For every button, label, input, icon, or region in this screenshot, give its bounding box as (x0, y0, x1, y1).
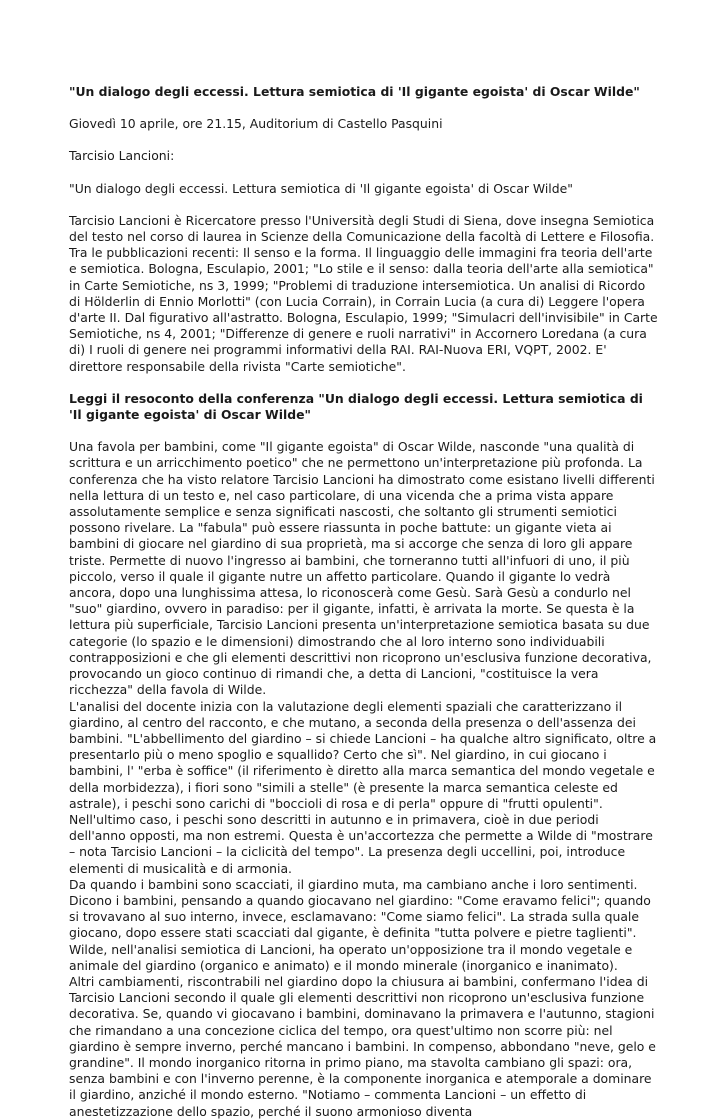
report-paragraph-4: Altri cambiamenti, riscontrabili nel giardino dopo la chiusura ai bambini, confermano l'idea di Tarcisio Lancioni secondo il quale gli elementi descrittivi non ricoprono un'esclusiva funzione decorativa. Se, quando vi giocavano i bambini, dominavano la primavera e l'autunno, stagioni che rimandano a una concezione ciclica del tempo, ora quest'ultimo non scorre più: nel giardino è sempre inverno, perché mancano i bambini. In compenso, abbondano "neve, gelo e grandine". Il mondo inorganico ritorna in primo piano, ma stavolta cambiano gli spazi: ora, senza bambini e con l'inverno perenne, è la componente inorganica e atemporale a dominare il giardino, anziché il mondo esterno. "Notiamo – commenta Lancioni – un effetto di anestetizzazione dello spazio, perché il suono armonioso diventa (69, 973, 656, 1119)
report-paragraph-3: Da quando i bambini sono scacciati, il giardino muta, ma cambiano anche i loro sentimenti. Dicono i bambini, pensando a quando giocavano nel giardino: "Come eravamo felici"; quando si trovavano al suo interno, invece, esclamavano: "Come siamo felici". La strada sulla quale giocano, dopo essere stati scacciati dal gigante, è definita "tutta polvere e pietre taglienti". Wilde, nell'analisi semiotica di Lancioni, ha operato un'opposizione tra il mondo vegetale e animale del giardino (organico e animato) e il mondo minerale (inorganico e inanimato). (69, 876, 651, 973)
speaker-line: Tarcisio Lancioni: (69, 148, 175, 164)
report-paragraph-1: Una favola per bambini, come "Il gigante egoista" di Oscar Wilde, nasconde "una qualità di scrittura e un arricchimento poetico" che ne permettono un'interpretazione più profonda. La conferenza che ha visto relatore Tarcisio Lancioni ha dimostrato come esistano livelli differenti nella lettura di un testo e, nel caso particolare, di una vicenda che a prima vista appare assolutamente semplice e senza significati nascosti, che soltanto gli strumenti semiotici possono rivelare. La "fabula" può essere riassunta in poche battute: un gigante vieta ai bambini di giocare nel giardino di sua proprietà, ma si accorge che senza di loro gli appare triste. Permette di nuovo l'ingresso ai bambini, che torneranno tutti all'infuori di uno, il più piccolo, verso il quale il gigante nutre un affetto particolare. Quando il gigante lo vedrà ancora, dopo una lunghissima attesa, lo riconoscerà come Gesù. Sarà Gesù a condurlo nel "suo" giardino, ovvero in paradiso: per il gigante, infatti, è arrivata la morte. Se questa è la lettura più superficiale, Tarcisio Lancioni presenta un'interpretazione semiotica basata su due categorie (lo spazio e le dimensioni) dimostrando che al loro interno sono individuabili contrapposizioni e che gli elementi descrittivi non ricoprono un'esclusiva funzione decorativa, provocando un gioco continuo di rimandi che, a detta di Lancioni, "costituisce la vera ricchezza" della favola di Wilde. (69, 439, 655, 698)
report-heading: Leggi il resoconto della conferenza "Un dialogo degli eccessi. Lettura semiotica di 'Il gigante egoista' di Oscar Wilde" (69, 390, 643, 423)
document-title: "Un dialogo degli eccessi. Lettura semiotica di 'Il gigante egoista' di Oscar Wilde" (69, 84, 640, 99)
document-page (69, 84, 659, 1120)
talk-title: "Un dialogo degli eccessi. Lettura semiotica di 'Il gigante egoista' di Oscar Wilde" (69, 180, 573, 196)
event-line: Giovedì 10 aprile, ore 21.15, Auditorium di Castello Pasquini (69, 116, 443, 132)
report-paragraph-2: L'analisi del docente inizia con la valutazione degli elementi spaziali che caratterizzano il giardino, al centro del racconto, e che mutano, a seconda della presenza o dell'assenza dei bambini. "L'abbellimento del giardino – si chiede Lancioni – ha qualche altro significato, oltre a presentarlo più o meno spoglio e squallido? Certo che sì". Nel giardino, in cui giocano i bambini, l' "erba è soffice" (il riferimento è diretto alla marca semantica del mondo vegetale e della morbidezza), i fiori sono "simili a stelle" (è presente la marca semantica celeste ed astrale), i peschi sono carichi di "boccioli di rosa e di perla" oppure di "frutti opulenti". Nell'ultimo caso, i peschi sono descritti in autunno e in primavera, cioè in due periodi dell'anno opposti, ma non estremi. Questa è un'accortezza che permette a Wilde di "mostrare – nota Tarcisio Lancioni – la ciclicità del tempo". La presenza degli uccellini, poi, introduce elementi di musicalità e di armonia. (69, 698, 657, 876)
report-body (69, 439, 659, 1120)
speaker-bio: Tarcisio Lancioni è Ricercatore presso l'Università degli Studi di Siena, dove insegna Semiotica del testo nel corso di laurea in Scienze della Comunicazione della facoltà di Lettere e Filosofia. Tra le pubblicazioni recenti: Il senso e la forma. Il linguaggio delle immagini fra teoria dell'arte e semiotica. Bologna, Esculapio, 2001; "Lo stile e il senso: dalla teoria dell'arte alla semiotica" in Carte Semiotiche, ns 3, 1999; "Problemi di traduzione intersemiotica. Un analisi di Ricordo di Hölderlin di Ennio Morlotti" (con Lucia Corrain), in Corrain Lucia (a cura di) Leggere l'opera d'arte II. Dal figurativo all'astratto. Bologna, Esculapio, 1999; "Simulacri dell'invisibile" in Carte Semiotiche, ns 4, 2001; "Differenze di genere e ruoli narrativi" in Accornero Loredana (a cura di) I ruoli di genere nei programmi informativi della RAI. RAI-Nuova ERI, VQPT, 2002. E' direttore responsabile della rivista "Carte semiotiche". (69, 212, 658, 374)
